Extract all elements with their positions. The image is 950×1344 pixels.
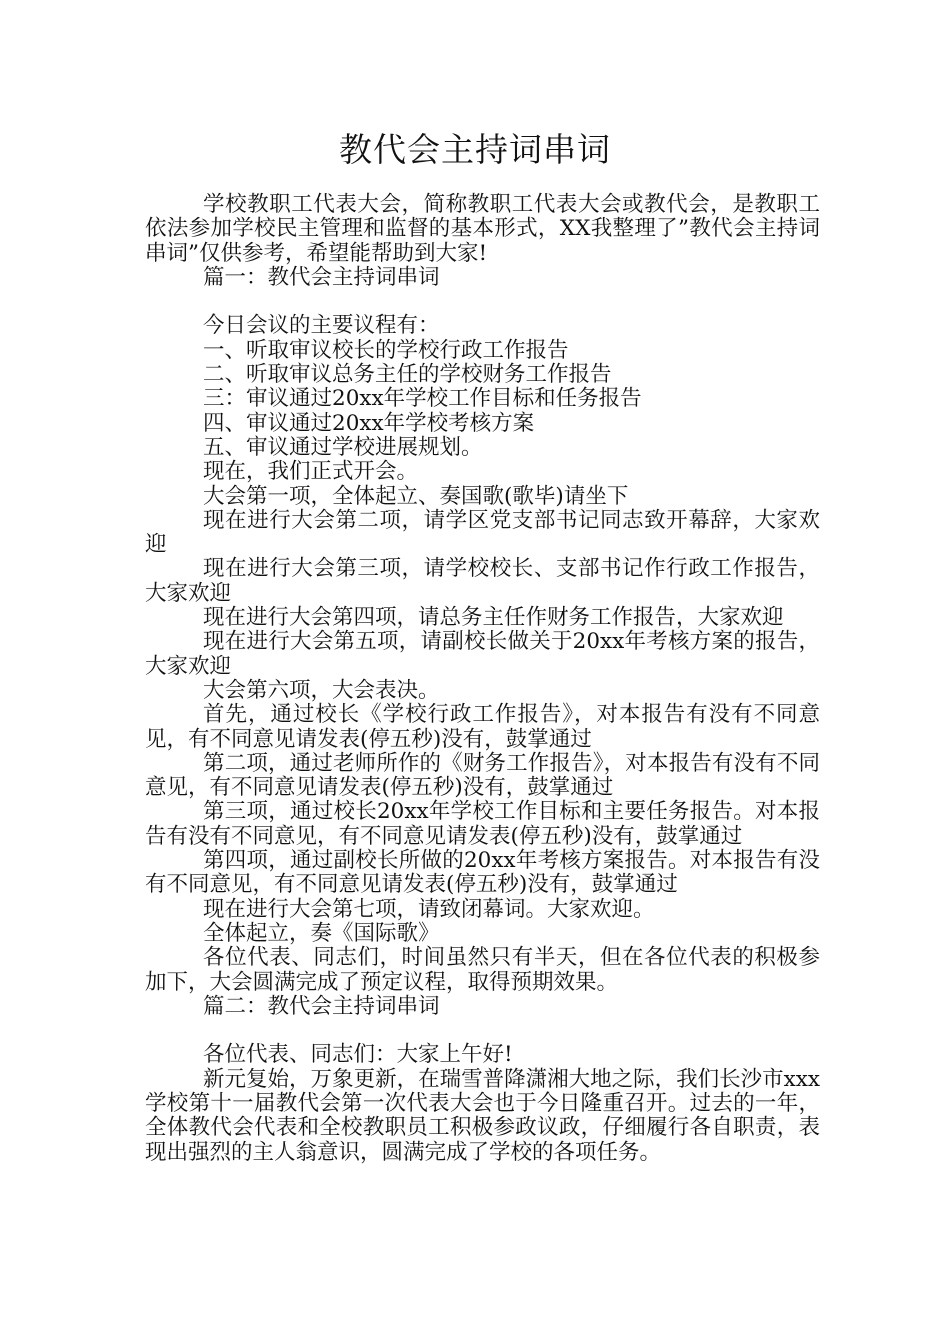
body-paragraph: 今日会议的主要议程有：	[203, 313, 440, 339]
body-paragraph: 各位代表、同志们：大家上午好!	[203, 1042, 513, 1068]
body-paragraph: 篇一：教代会主持词串词	[203, 264, 440, 290]
body-paragraph: 第三项，通过校长20xx年学校工作目标和主要任务报告。对本报告有没有不同意见，有不同意见请发表(停五秒)没有，鼓掌通过	[145, 799, 820, 849]
body-paragraph: 现在进行大会第四项，请总务主任作财务工作报告，大家欢迎	[203, 605, 784, 631]
body-paragraph: 篇二：教代会主持词串词	[203, 993, 440, 1019]
document-body	[145, 193, 820, 1165]
body-paragraph: 第四项，通过副校长所做的20xx年考核方案报告。对本报告有没有不同意见，有不同意见请发表(停五秒)没有，鼓掌通过	[145, 848, 820, 898]
blank-line	[145, 290, 820, 314]
body-paragraph: 现在进行大会第七项，请致闭幕词。大家欢迎。	[203, 896, 655, 922]
body-paragraph: 首先，通过校长《学校行政工作报告》，对本报告有没有不同意见，有不同意见请发表(停五秒)没有，鼓掌通过	[145, 702, 820, 752]
blank-line	[145, 1019, 820, 1043]
body-paragraph: 四、审议通过20xx年学校考核方案	[203, 410, 535, 436]
body-paragraph: 大会第一项，全体起立、奏国歌(歌毕)请坐下	[203, 483, 629, 509]
body-paragraph: 各位代表、同志们，时间虽然只有半天，但在各位代表的积极参加下，大会圆满完成了预定议程，取得预期效果。	[145, 945, 820, 995]
body-paragraph: 现在进行大会第二项，请学区党支部书记同志致开幕辞，大家欢迎	[145, 507, 820, 558]
body-paragraph: 全体起立，奏《国际歌》	[203, 920, 440, 946]
body-paragraph: 现在，我们正式开会。	[203, 459, 419, 485]
body-paragraph: 三：审议通过20xx年学校工作目标和任务报告	[203, 386, 642, 412]
body-paragraph: 大会第六项，大会表决。	[203, 677, 440, 703]
body-paragraph: 新元复始，万象更新，在瑞雪普降潇湘大地之际，我们长沙市xxx学校第十一届教代会第一次代表大会也于今日隆重召开。过去的一年，全体教代会代表和全校教职员工积极参政议政，仔细履行各自职责，表现出强烈的主人翁意识，圆满完成了学校的各项任务。	[145, 1066, 820, 1165]
body-paragraph: 五、审议通过学校进展规划。	[203, 434, 483, 460]
body-paragraph: 二、听取审议总务主任的学校财务工作报告	[203, 362, 612, 388]
page-title: 教代会主持词串词	[339, 130, 611, 169]
body-paragraph: 第二项，通过老师所作的《财务工作报告》，对本报告有没有不同意见，有不同意见请发表(停五秒)没有，鼓掌通过	[145, 750, 820, 801]
body-paragraph: 现在进行大会第三项，请学校校长、支部书记作行政工作报告，大家欢迎	[145, 556, 820, 606]
body-paragraph: 一、听取审议校长的学校行政工作报告	[203, 337, 569, 363]
body-paragraph: 学校教职工代表大会，简称教职工代表大会或教代会，是教职工依法参加学校民主管理和监督的基本形式，XX我整理了”教代会主持词串词”仅供参考，希望能帮助到大家!	[145, 192, 820, 266]
body-paragraph: 现在进行大会第五项，请副校长做关于20xx年考核方案的报告，大家欢迎	[145, 629, 820, 679]
